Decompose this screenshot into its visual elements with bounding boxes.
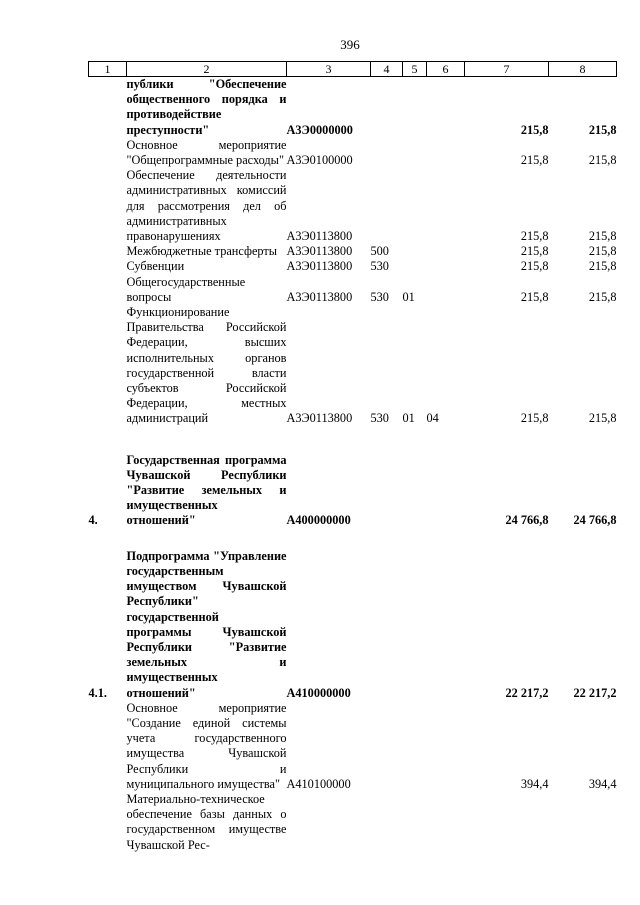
row-col-5 [403, 168, 427, 244]
row-col-6 [427, 168, 465, 244]
row-number [89, 77, 127, 138]
row-name: Функционирование Правительства Российской Федерации, высших исполнительных органов государственной власти субъектов Российской Федерации, местных администраций [126, 305, 287, 426]
row-name: Межбюджетные трансферты [126, 244, 278, 259]
spacer-row [89, 427, 617, 453]
row-col-8: 215,8 [588, 259, 617, 274]
row-code: А3Э0113800 [286, 259, 353, 274]
row-col-4: 500 [370, 244, 389, 259]
table-row [89, 453, 617, 529]
row-col-5: 01 [402, 289, 415, 304]
row-col-6 [427, 244, 465, 259]
row-col-4: 530 [370, 411, 389, 426]
row-col-8: 215,8 [588, 229, 617, 244]
row-col-6 [427, 77, 465, 138]
row-code: А410000000 [286, 685, 351, 700]
row-col-8: 215,8 [588, 289, 617, 304]
row-name: Основное мероприятие "Общепрограммные расходы" [126, 137, 287, 168]
row-col-6 [427, 138, 465, 168]
row-name: Субвенции [126, 259, 185, 274]
table-row [89, 77, 617, 138]
row-code: А3Э0000000 [286, 122, 353, 137]
row-col-5 [403, 701, 427, 792]
row-col-6 [427, 275, 465, 305]
row-code: А3Э0100000 [286, 153, 353, 168]
header-col-4: 4 [371, 62, 403, 77]
row-col-5 [403, 792, 427, 853]
row-col-8: 24 766,8 [573, 513, 617, 528]
row-col-4 [371, 549, 403, 701]
row-col-7: 215,8 [520, 289, 549, 304]
row-col-6 [427, 792, 465, 853]
row-col-8: 215,8 [588, 244, 617, 259]
header-col-2: 2 [127, 62, 287, 77]
table-row [89, 244, 617, 259]
row-col-7 [465, 792, 549, 853]
row-col-7: 215,8 [520, 153, 549, 168]
row-col-5 [403, 259, 427, 274]
row-col-7: 24 766,8 [505, 513, 549, 528]
row-col-8 [549, 792, 617, 853]
page-number: 396 [340, 37, 360, 52]
table-row [89, 305, 617, 427]
row-name: Основное мероприятие "Создание единой системы учета государственного имущества Чувашской Республики и муниципального имущества" [126, 700, 287, 791]
header-col-6: 6 [427, 62, 465, 77]
row-code [287, 792, 371, 853]
table-header [89, 62, 617, 77]
row-col-4 [371, 792, 403, 853]
row-name: публики "Обеспечение общественного порядка и противодействие преступности" [126, 77, 287, 137]
row-number: 4. [88, 513, 98, 528]
row-number [89, 138, 127, 168]
row-col-4 [371, 77, 403, 138]
row-col-8: 394,4 [588, 776, 617, 791]
table-row [89, 138, 617, 168]
row-name: Обеспечение деятельности административных комиссий для рассмотрения дел об административных правонарушениях [126, 168, 287, 244]
row-number [89, 305, 127, 427]
row-col-5 [403, 244, 427, 259]
row-number [89, 275, 127, 305]
header-col-8: 8 [549, 62, 617, 77]
table-row [89, 168, 617, 244]
row-code: А3Э0113800 [286, 411, 353, 426]
table-row [89, 549, 617, 701]
row-col-7: 394,4 [520, 776, 549, 791]
table-row [89, 259, 617, 274]
row-name: Материально-техническое обеспечение базы данных о государственном имуществе Чувашской Рес- [126, 791, 287, 852]
row-col-6 [427, 549, 465, 701]
row-code: А400000000 [286, 513, 351, 528]
row-col-5 [403, 549, 427, 701]
row-name: Общегосударственные вопросы [126, 274, 246, 304]
row-number [89, 244, 127, 259]
row-col-7: 215,8 [520, 411, 549, 426]
row-col-6 [427, 259, 465, 274]
budget-table [88, 61, 617, 853]
row-number [89, 259, 127, 274]
row-col-7: 215,8 [520, 122, 549, 137]
row-code: А3Э0113800 [286, 289, 353, 304]
row-name: Государственная программа Чувашской Республики "Развитие земельных и имущественных отношений" [126, 452, 287, 528]
header-col-3: 3 [287, 62, 371, 77]
row-col-8: 22 217,2 [573, 685, 617, 700]
row-col-5 [403, 453, 427, 529]
row-col-5 [403, 77, 427, 138]
row-code: А410100000 [286, 776, 351, 791]
row-number [89, 792, 127, 853]
row-col-4 [371, 701, 403, 792]
row-col-7: 215,8 [520, 229, 549, 244]
row-number [89, 701, 127, 792]
header-col-5: 5 [403, 62, 427, 77]
header-col-1: 1 [89, 62, 127, 77]
row-col-4: 530 [370, 259, 389, 274]
row-col-5: 01 [402, 411, 415, 426]
row-col-6 [427, 453, 465, 529]
row-name: Подпрограмма "Управление государственным имуществом Чувашской Республики" государственной программы Чувашской Республики "Развитие земельных и имущественных отношений" [126, 548, 287, 700]
row-number [89, 168, 127, 244]
table-row [89, 701, 617, 792]
row-col-4 [371, 168, 403, 244]
row-number: 4.1. [88, 685, 107, 700]
row-col-5 [403, 138, 427, 168]
row-col-8: 215,8 [588, 411, 617, 426]
row-col-8: 215,8 [588, 153, 617, 168]
table-row [89, 275, 617, 305]
row-col-4: 530 [370, 289, 389, 304]
row-code: А3Э0113800 [286, 229, 353, 244]
header-col-7: 7 [465, 62, 549, 77]
row-col-7: 215,8 [520, 244, 549, 259]
row-col-6 [427, 701, 465, 792]
row-col-7: 22 217,2 [505, 685, 549, 700]
row-col-8: 215,8 [588, 122, 617, 137]
spacer-row [89, 529, 617, 549]
row-col-6: 04 [426, 411, 439, 426]
row-col-7: 215,8 [520, 259, 549, 274]
row-code: А3Э0113800 [286, 244, 353, 259]
row-col-4 [371, 138, 403, 168]
table-body [89, 77, 617, 853]
row-col-4 [371, 453, 403, 529]
table-row [89, 792, 617, 853]
